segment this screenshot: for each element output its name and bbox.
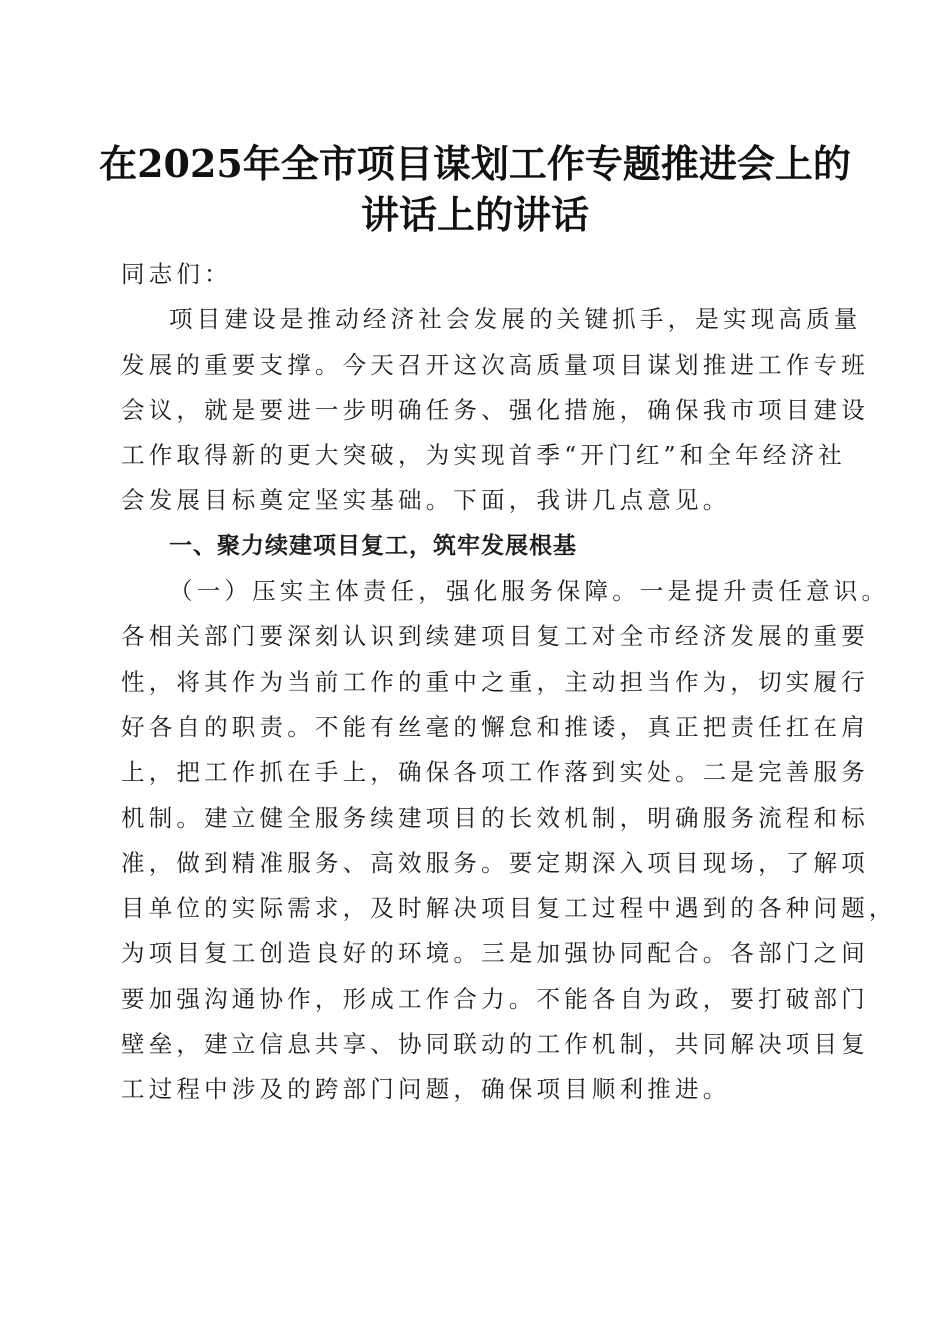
section-1-line-6: 机制。建立健全服务续建项目的长效机制，明确服务流程和标 [121, 803, 869, 832]
section-1-heading: 一、聚力续建项目复工，筑牢发展根基 [169, 532, 577, 559]
section-1-line-1: （一）压实主体责任，强化服务保障。一是提升责任意识。 [169, 577, 890, 606]
intro-line-3: 会议，就是要进一步明确任务、强化措施，确保我市项目建设 [121, 395, 869, 424]
salutation: 同志们： [121, 260, 232, 288]
section-1-line-7: 准，做到精准服务、高效服务。要定期深入项目现场，了解项 [121, 848, 869, 877]
section-1-line-9: 为项目复工创造良好的环境。三是加强协同配合。各部门之间 [121, 939, 869, 968]
section-1-line-12: 工过程中涉及的跨部门问题，确保项目顺利推进。 [121, 1075, 731, 1104]
section-1-line-8: 目单位的实际需求，及时解决项目复工过程中遇到的各种问题， [121, 894, 897, 923]
section-1-line-2: 各相关部门要深刻认识到续建项目复工对全市经济发展的重要 [121, 622, 869, 651]
intro-line-4: 工作取得新的更大突破，为实现首季“开门红”和全年经济社 [121, 441, 846, 470]
section-1-line-3: 性，将其作为当前工作的重中之重，主动担当作为，切实履行 [121, 667, 869, 696]
section-1-line-10: 要加强沟通协作，形成工作合力。不能各自为政，要打破部门 [121, 984, 869, 1013]
title-line-1: 在2025年全市项目谋划工作专题推进会上的 [99, 141, 851, 186]
title-line-2: 讲话上的讲话 [360, 192, 589, 237]
intro-line-1: 项目建设是推动经济社会发展的关键抓手，是实现高质量 [169, 305, 862, 334]
intro-line-2: 发展的重要支撑。今天召开这次高质量项目谋划推进工作专班 [121, 350, 869, 379]
document-body [121, 252, 897, 1113]
section-1-line-11: 壁垒，建立信息共享、协同联动的工作机制，共同解决项目复 [121, 1030, 869, 1059]
intro-line-5: 会发展目标奠定坚实基础。下面，我讲几点意见。 [121, 486, 731, 515]
document-title [0, 138, 950, 240]
section-1-line-4: 好各自的职责。不能有丝毫的懈怠和推诿，真正把责任扛在肩 [121, 712, 869, 741]
section-1-line-5: 上，把工作抓在手上，确保各项工作落到实处。二是完善服务 [121, 758, 869, 787]
